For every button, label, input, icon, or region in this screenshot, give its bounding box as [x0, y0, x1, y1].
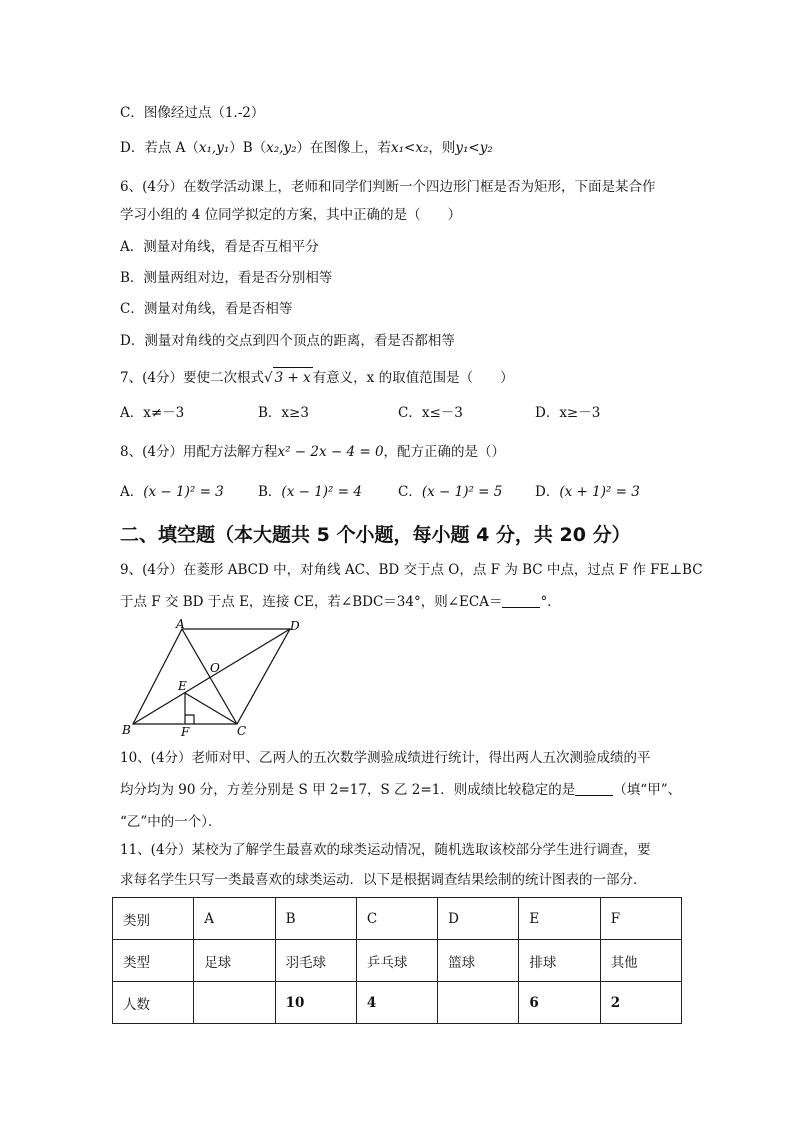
q10-line2-tail: （填“甲”、	[613, 782, 682, 798]
table-cell	[438, 982, 519, 1024]
q8-option-a	[120, 482, 224, 502]
q5-d-condition: x₁<x₂	[391, 140, 429, 156]
q5-d-point-a: x₁,y₁	[198, 140, 230, 156]
label-o: O	[210, 661, 220, 675]
q7-suffix: 有意义，x 的取值范围是（ ）	[312, 370, 514, 386]
diagonal-ac	[182, 629, 237, 724]
q7-option-b: B．x≥3	[258, 405, 309, 421]
q8-prefix: 8、(4分）用配方法解方程	[120, 444, 278, 460]
table-cell: B	[275, 898, 356, 940]
q7-option-c: C．x≤－3	[398, 405, 463, 421]
table-cell: D	[438, 898, 519, 940]
q6-option-d: D．测量对角线的交点到四个顶点的距离，看是否都相等	[120, 333, 455, 349]
q8-option-b	[258, 482, 362, 502]
q8-stem	[120, 442, 505, 462]
segment-ec	[185, 693, 237, 724]
q9-line2	[120, 592, 561, 612]
q10-line3: “乙”中的一个）．	[120, 814, 222, 830]
q8-option-b-label: B．	[258, 484, 282, 500]
q8-equation: x² − 2x − 4 = 0	[277, 444, 384, 460]
q8-option-d-label: D．	[535, 484, 560, 500]
table-cell	[194, 982, 275, 1024]
q8-suffix: ，配方正确的是（）	[383, 444, 506, 460]
right-angle-mark	[185, 715, 194, 724]
q5-d-suffix: ）在图像上，若	[296, 140, 392, 156]
label-f: F	[181, 725, 190, 738]
table-cell: 乒乓球	[356, 940, 437, 982]
q8-option-c	[398, 482, 502, 502]
table-row-category	[113, 898, 682, 940]
q6-line2: 学习小组的 4 位同学拟定的方案，其中正确的是（ ）	[120, 207, 462, 223]
q6-option-c: C．测量对角线，看是否相等	[120, 301, 293, 317]
q10-line1: 10、(4分）老师对甲、乙两人的五次数学测验成绩进行统计，得出两人五次测验成绩的平	[120, 750, 651, 766]
q5-d-then: ，则	[428, 140, 456, 156]
table-row-type	[113, 940, 682, 982]
q5-d-mid: ）B（	[229, 140, 267, 156]
table-cell: F	[600, 898, 681, 940]
q8-option-c-expr: (x − 1)² = 5	[421, 484, 503, 500]
q7-radicand: 3 + x	[273, 367, 313, 388]
table-cell: C	[356, 898, 437, 940]
table-row-count	[113, 982, 682, 1024]
q5-d-result: y₁<y₂	[455, 140, 493, 156]
q7-stem: 7、(4分）要使二次根式√ 3 + x 有意义，x 的取值范围是（ ）	[120, 367, 514, 388]
q10-line2	[120, 780, 681, 800]
table-cell: 篮球	[438, 940, 519, 982]
q11-line1: 11、(4分）某校为了解学生最喜欢的球类运动情况，随机选取该校部分学生进行调查，要	[120, 842, 651, 858]
q5-option-d	[120, 138, 493, 158]
table-cell: A	[194, 898, 275, 940]
q9-line2-text: 于点 F 交 BD 于点 E，连接 CE，若∠BDC＝34°，则∠ECA＝	[120, 594, 503, 610]
q9-line1: 9、(4分）在菱形 ABCD 中，对角线 AC、BD 交于点 O，点 F 为 BC 中点，过点 F 作 FE⊥BC	[120, 562, 703, 578]
label-e: E	[178, 679, 187, 693]
q10-line2-text: 均分均为 90 分，方差分别是 S 甲 2=17，S 乙 2=1．则成绩比较稳定的是	[120, 782, 576, 798]
sports-stats-table	[112, 897, 682, 1024]
label-a: A	[176, 618, 185, 631]
q10-answer-blank	[575, 781, 613, 796]
table-cell: E	[519, 898, 600, 940]
q8-option-d	[535, 482, 640, 502]
table-cell: 类型	[113, 940, 194, 982]
rhombus-figure	[120, 618, 310, 738]
q8-option-b-expr: (x − 1)² = 4	[281, 484, 362, 500]
table-cell: 羽毛球	[275, 940, 356, 982]
q6-option-a: A．测量对角线，看是否互相平分	[120, 239, 319, 255]
diagonal-bd	[133, 629, 290, 724]
table-cell: 类别	[113, 898, 194, 940]
q7-prefix: 7、(4分）要使二次根式	[120, 370, 264, 386]
q9-answer-blank	[502, 593, 540, 608]
label-c: C	[237, 724, 247, 738]
q5-d-prefix: D．若点 A（	[120, 140, 199, 156]
q6-line1: 6、(4分）在数学活动课上，老师和同学们判断一个四边形门框是否为矩形，下面是某合作	[120, 179, 656, 195]
table-cell: 人数	[113, 982, 194, 1024]
q8-option-c-label: C．	[398, 484, 422, 500]
q6-option-b: B．测量两组对边，看是否分别相等	[120, 270, 333, 286]
table-cell: 10	[275, 982, 356, 1024]
table-cell: 2	[600, 982, 681, 1024]
q5-option-c: C．图像经过点（1.-2）	[120, 105, 265, 121]
label-b: B	[122, 723, 131, 737]
table-cell: 4	[356, 982, 437, 1024]
q8-option-a-expr: (x − 1)² = 3	[143, 484, 224, 500]
table-cell: 排球	[519, 940, 600, 982]
section-title-fill-in: 二、填空题（本大题共 5 个小题，每小题 4 分，共 20 分）	[120, 524, 631, 546]
q8-option-d-expr: (x + 1)² = 3	[559, 484, 640, 500]
q7-option-a: A．x≠－3	[120, 405, 185, 421]
q8-option-a-label: A．	[120, 484, 144, 500]
label-d: D	[290, 619, 300, 633]
q7-option-d: D．x≥－3	[535, 405, 601, 421]
table-cell: 足球	[194, 940, 275, 982]
q11-line2: 求每名学生只写一类最喜欢的球类运动．以下是根据调查结果绘制的统计图表的一部分．	[120, 872, 647, 888]
table-cell: 6	[519, 982, 600, 1024]
q5-d-point-b: x₂,y₂	[266, 140, 297, 156]
q9-line2-tail: °．	[540, 594, 561, 610]
table-cell: 其他	[600, 940, 681, 982]
